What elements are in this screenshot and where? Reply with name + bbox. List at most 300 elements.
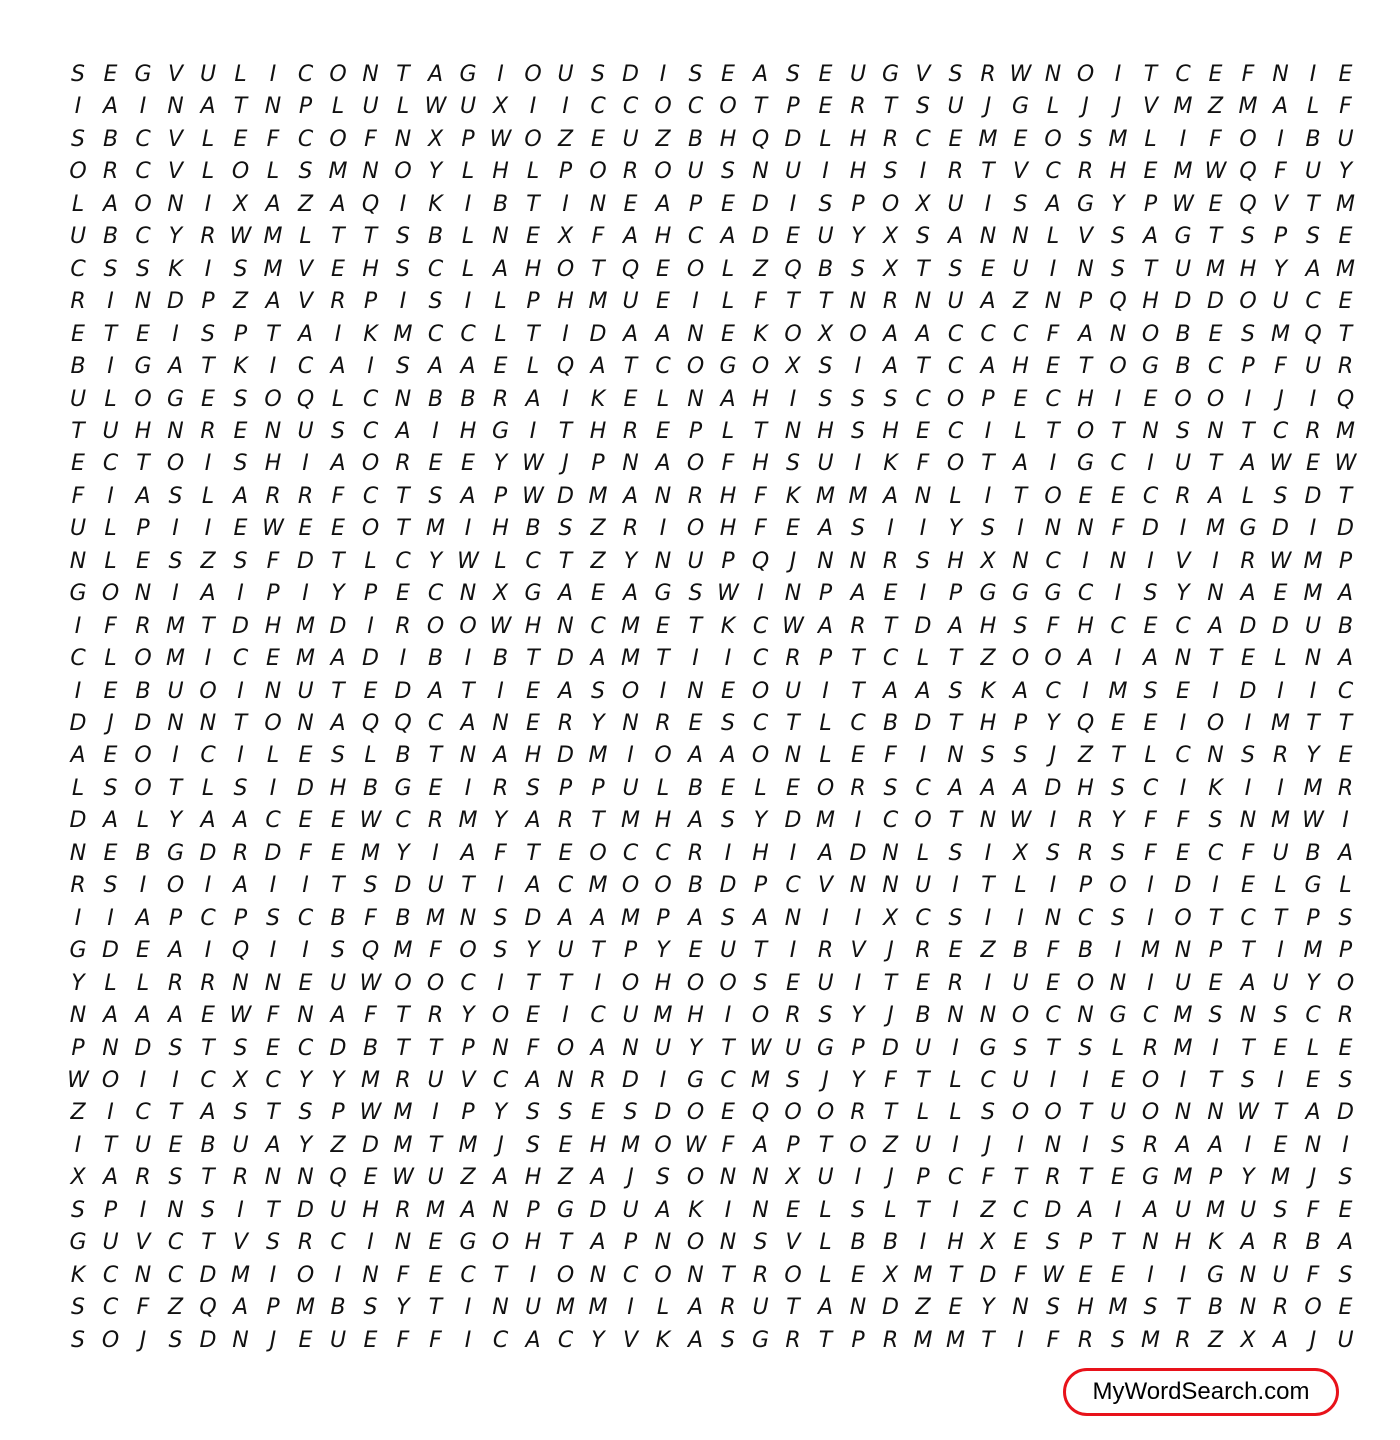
grid-letter[interactable]: L (721, 256, 735, 282)
grid-letter[interactable]: O (946, 386, 965, 412)
grid-letter[interactable]: T (851, 646, 865, 672)
grid-letter[interactable]: I (1212, 548, 1219, 574)
grid-letter[interactable]: F (1046, 938, 1060, 964)
grid-letter[interactable]: F (884, 743, 897, 769)
grid-letter[interactable]: I (1049, 873, 1057, 899)
grid-letter[interactable]: E (396, 581, 410, 607)
grid-letter[interactable]: D (557, 646, 574, 672)
grid-letter[interactable]: A (850, 581, 866, 607)
grid-letter[interactable]: I (1309, 386, 1317, 412)
grid-letter[interactable]: O (1076, 418, 1095, 444)
grid-letter[interactable]: T (883, 1100, 898, 1126)
grid-letter[interactable]: I (172, 743, 179, 769)
grid-letter[interactable]: I (1049, 451, 1057, 477)
grid-letter[interactable]: L (721, 289, 735, 315)
grid-letter[interactable]: C (915, 126, 931, 152)
grid-letter[interactable]: P (1078, 873, 1093, 899)
grid-letter[interactable]: O (654, 159, 672, 185)
grid-letter[interactable]: C (915, 775, 931, 801)
grid-letter[interactable]: A (1077, 1197, 1094, 1223)
grid-letter[interactable]: N (492, 711, 509, 736)
grid-letter[interactable]: A (1337, 1230, 1354, 1256)
grid-letter[interactable]: Z (460, 1165, 476, 1191)
grid-letter[interactable]: L (819, 1230, 832, 1256)
grid-letter[interactable]: S (591, 62, 605, 87)
grid-letter[interactable]: Q (199, 1295, 217, 1321)
grid-letter[interactable]: Z (557, 1165, 574, 1191)
grid-letter[interactable]: S (168, 1327, 183, 1353)
grid-letter[interactable]: E (1338, 289, 1353, 315)
grid-letter[interactable]: R (395, 613, 411, 639)
grid-letter[interactable]: D (914, 711, 932, 736)
grid-letter[interactable]: T (948, 646, 963, 672)
grid-letter[interactable]: C (785, 873, 801, 899)
grid-letter[interactable]: D (1207, 289, 1224, 315)
grid-letter[interactable]: C (882, 808, 899, 834)
grid-letter[interactable]: J (822, 1067, 829, 1093)
grid-letter[interactable]: J (1114, 94, 1122, 120)
grid-letter[interactable]: T (201, 1165, 215, 1191)
grid-letter[interactable]: T (1306, 191, 1320, 217)
grid-letter[interactable]: Z (297, 191, 314, 217)
grid-letter[interactable]: R (492, 775, 509, 801)
grid-letter[interactable]: M (848, 483, 868, 509)
grid-letter[interactable]: S (428, 483, 443, 509)
grid-letter[interactable]: X (232, 191, 249, 217)
grid-letter[interactable]: O (231, 159, 250, 185)
grid-letter[interactable]: T (331, 678, 345, 704)
grid-letter[interactable]: U (1109, 1100, 1127, 1126)
grid-letter[interactable]: M (361, 840, 380, 866)
grid-letter[interactable]: U (102, 1230, 119, 1256)
grid-letter[interactable]: G (654, 581, 672, 607)
grid-letter[interactable]: R (70, 873, 86, 899)
grid-letter[interactable]: Y (428, 159, 443, 185)
grid-letter[interactable]: D (199, 1327, 217, 1353)
grid-letter[interactable]: T (428, 1035, 443, 1061)
grid-letter[interactable]: R (1272, 1230, 1289, 1256)
grid-letter[interactable]: F (884, 1067, 897, 1093)
grid-letter[interactable]: L (1144, 126, 1157, 152)
grid-letter[interactable]: A (167, 1003, 184, 1029)
grid-letter[interactable]: R (882, 1327, 899, 1353)
grid-letter[interactable]: D (329, 1035, 347, 1061)
grid-letter[interactable]: C (395, 808, 411, 834)
grid-letter[interactable]: V (1012, 159, 1029, 185)
grid-letter[interactable]: A (200, 808, 216, 834)
grid-letter[interactable]: I (984, 483, 992, 509)
grid-letter[interactable]: P (461, 126, 475, 152)
grid-letter[interactable]: I (1179, 516, 1187, 542)
grid-letter[interactable]: E (851, 1262, 865, 1288)
grid-letter[interactable]: E (428, 1230, 443, 1256)
grid-letter[interactable]: Y (1273, 256, 1288, 282)
grid-letter[interactable]: D (1272, 613, 1289, 639)
grid-letter[interactable]: S (591, 678, 605, 704)
grid-letter[interactable]: T (916, 1197, 930, 1223)
grid-letter[interactable]: I (1082, 1132, 1089, 1158)
grid-letter[interactable]: P (786, 1132, 800, 1158)
grid-letter[interactable]: S (948, 840, 963, 866)
grid-letter[interactable]: N (394, 126, 412, 152)
grid-letter[interactable]: O (199, 678, 217, 704)
grid-letter[interactable]: P (1338, 548, 1353, 574)
grid-letter[interactable]: L (266, 159, 280, 185)
grid-letter[interactable]: E (136, 938, 150, 964)
grid-letter[interactable]: P (851, 191, 865, 217)
grid-letter[interactable]: O (1206, 711, 1225, 736)
grid-letter[interactable]: I (659, 1067, 667, 1093)
grid-letter[interactable]: I (139, 873, 147, 899)
grid-letter[interactable]: F (331, 483, 345, 509)
grid-letter[interactable]: T (656, 646, 670, 672)
grid-letter[interactable]: D (362, 646, 379, 672)
grid-letter[interactable]: P (1078, 289, 1093, 315)
grid-letter[interactable]: N (784, 905, 802, 931)
grid-letter[interactable]: U (784, 678, 802, 704)
grid-letter[interactable]: T (1078, 1100, 1093, 1126)
grid-letter[interactable]: O (1239, 126, 1257, 152)
grid-letter[interactable]: N (687, 386, 704, 412)
grid-letter[interactable]: T (396, 516, 410, 542)
grid-letter[interactable]: T (786, 289, 800, 315)
grid-letter[interactable]: S (981, 1100, 995, 1126)
grid-letter[interactable]: N (1207, 418, 1224, 444)
grid-letter[interactable]: A (655, 191, 671, 217)
grid-letter[interactable]: B (850, 1230, 866, 1256)
grid-letter[interactable]: L (104, 970, 117, 996)
grid-letter[interactable]: I (432, 1100, 439, 1126)
grid-letter[interactable]: U (459, 94, 477, 120)
grid-letter[interactable]: T (591, 256, 605, 282)
grid-letter[interactable]: E (1338, 1197, 1353, 1223)
grid-letter[interactable]: N (1044, 905, 1062, 931)
grid-letter[interactable]: T (396, 1035, 410, 1061)
grid-letter[interactable]: D (297, 548, 314, 574)
grid-letter[interactable]: N (1044, 1132, 1062, 1158)
grid-letter[interactable]: S (916, 94, 930, 120)
grid-letter[interactable]: B (492, 191, 509, 217)
grid-letter[interactable]: C (947, 354, 964, 380)
grid-letter[interactable]: A (947, 613, 964, 639)
grid-letter[interactable]: C (135, 159, 151, 185)
grid-letter[interactable]: I (302, 581, 309, 607)
grid-letter[interactable]: L (1306, 1035, 1320, 1061)
grid-letter[interactable]: S (298, 1100, 313, 1126)
grid-letter[interactable]: O (329, 62, 347, 87)
grid-letter[interactable]: T (233, 94, 248, 120)
grid-letter[interactable]: H (362, 1197, 379, 1223)
grid-letter[interactable]: F (526, 1035, 540, 1061)
grid-letter[interactable]: W (717, 581, 739, 607)
grid-letter[interactable]: N (1012, 548, 1029, 574)
grid-letter[interactable]: R (330, 289, 346, 315)
grid-letter[interactable]: L (819, 1197, 832, 1223)
grid-letter[interactable]: D (849, 840, 867, 866)
grid-letter[interactable]: S (786, 1067, 800, 1093)
grid-letter[interactable]: T (948, 711, 963, 736)
grid-letter[interactable]: K (1208, 775, 1223, 801)
grid-letter[interactable]: E (1143, 159, 1158, 185)
grid-letter[interactable]: W (522, 451, 544, 477)
grid-letter[interactable]: I (1114, 938, 1122, 964)
grid-letter[interactable]: I (1114, 581, 1122, 607)
grid-letter[interactable]: S (331, 743, 345, 769)
grid-letter[interactable]: O (1174, 386, 1192, 412)
grid-letter[interactable]: T (753, 94, 768, 120)
grid-letter[interactable]: U (914, 873, 932, 899)
grid-letter[interactable]: S (1013, 1035, 1028, 1061)
grid-letter[interactable]: O (654, 1262, 672, 1288)
grid-letter[interactable]: M (1303, 938, 1323, 964)
grid-letter[interactable]: N (69, 1003, 87, 1029)
grid-letter[interactable]: T (981, 1327, 995, 1353)
grid-letter[interactable]: C (947, 418, 964, 444)
grid-letter[interactable]: C (947, 321, 964, 347)
grid-letter[interactable]: N (394, 386, 412, 412)
grid-letter[interactable]: A (590, 1035, 606, 1061)
grid-letter[interactable]: R (557, 711, 574, 736)
grid-letter[interactable]: I (822, 159, 829, 185)
grid-letter[interactable]: R (1077, 808, 1094, 834)
grid-letter[interactable]: S (1338, 1067, 1353, 1093)
grid-letter[interactable]: J (107, 711, 114, 736)
grid-letter[interactable]: A (1240, 1230, 1256, 1256)
grid-letter[interactable]: G (816, 1035, 835, 1061)
grid-letter[interactable]: P (298, 94, 313, 120)
grid-letter[interactable]: Y (526, 938, 540, 964)
grid-letter[interactable]: C (622, 840, 639, 866)
grid-letter[interactable]: F (1241, 840, 1255, 866)
grid-letter[interactable]: I (562, 1003, 569, 1029)
grid-letter[interactable]: U (622, 1003, 639, 1029)
grid-letter[interactable]: I (529, 94, 537, 120)
grid-letter[interactable]: J (269, 1327, 277, 1353)
grid-letter[interactable]: I (367, 1230, 374, 1256)
grid-letter[interactable]: H (1174, 1230, 1192, 1256)
grid-letter[interactable]: T (396, 483, 410, 509)
grid-letter[interactable]: N (979, 224, 997, 250)
grid-letter[interactable]: P (818, 581, 833, 607)
grid-letter[interactable]: E (1241, 873, 1255, 899)
grid-letter[interactable]: C (557, 873, 574, 899)
grid-letter[interactable]: I (1147, 873, 1154, 899)
grid-letter[interactable]: K (720, 613, 736, 639)
grid-letter[interactable]: P (71, 1035, 85, 1061)
grid-letter[interactable]: I (854, 970, 862, 996)
grid-letter[interactable]: I (399, 646, 407, 672)
grid-letter[interactable]: H (1012, 354, 1029, 380)
grid-letter[interactable]: E (1208, 191, 1223, 217)
grid-letter[interactable]: S (948, 905, 963, 931)
grid-letter[interactable]: P (818, 646, 833, 672)
grid-letter[interactable]: A (655, 451, 671, 477)
grid-letter[interactable]: Y (1241, 1165, 1255, 1191)
grid-letter[interactable]: G (69, 938, 87, 964)
grid-letter[interactable]: E (948, 1295, 963, 1321)
grid-letter[interactable]: S (71, 126, 85, 152)
grid-letter[interactable]: M (296, 1295, 315, 1321)
grid-letter[interactable]: I (627, 1295, 634, 1321)
grid-letter[interactable]: E (981, 256, 995, 282)
grid-letter[interactable]: M (621, 808, 640, 834)
grid-letter[interactable]: Q (751, 548, 770, 574)
grid-letter[interactable]: B (1305, 840, 1321, 866)
grid-letter[interactable]: I (269, 873, 277, 899)
grid-letter[interactable]: S (428, 289, 443, 315)
grid-letter[interactable]: M (556, 1295, 575, 1321)
grid-letter[interactable]: C (1175, 62, 1191, 87)
grid-letter[interactable]: I (919, 516, 927, 542)
grid-letter[interactable]: T (1078, 354, 1093, 380)
grid-letter[interactable]: D (394, 873, 412, 899)
grid-letter[interactable]: P (916, 1165, 930, 1191)
grid-letter[interactable]: S (233, 386, 248, 412)
grid-letter[interactable]: E (461, 451, 475, 477)
grid-letter[interactable]: I (204, 516, 212, 542)
grid-letter[interactable]: G (979, 581, 997, 607)
grid-letter[interactable]: I (1082, 678, 1089, 704)
grid-letter[interactable]: O (1011, 1003, 1030, 1029)
grid-letter[interactable]: I (724, 646, 732, 672)
grid-letter[interactable]: A (135, 483, 151, 509)
grid-letter[interactable]: I (107, 354, 114, 380)
grid-letter[interactable]: A (1077, 321, 1094, 347)
grid-letter[interactable]: X (785, 1165, 801, 1191)
grid-letter[interactable]: G (524, 581, 542, 607)
grid-letter[interactable]: R (1337, 1003, 1354, 1029)
grid-letter[interactable]: A (947, 224, 964, 250)
grid-letter[interactable]: S (1306, 224, 1320, 250)
grid-letter[interactable]: U (947, 191, 964, 217)
grid-letter[interactable]: X (785, 354, 801, 380)
grid-letter[interactable]: D (719, 873, 737, 899)
grid-letter[interactable]: T (721, 1262, 735, 1288)
grid-letter[interactable]: P (688, 418, 703, 444)
grid-letter[interactable]: Q (394, 711, 412, 736)
grid-letter[interactable]: D (914, 613, 932, 639)
grid-letter[interactable]: G (881, 62, 900, 87)
grid-letter[interactable]: S (1111, 256, 1125, 282)
grid-letter[interactable]: A (687, 1295, 704, 1321)
grid-letter[interactable]: J (984, 1132, 992, 1158)
grid-letter[interactable]: A (525, 873, 541, 899)
grid-letter[interactable]: H (492, 159, 509, 185)
grid-letter[interactable]: A (1337, 581, 1354, 607)
grid-letter[interactable]: W (489, 126, 512, 152)
grid-letter[interactable]: L (949, 483, 962, 509)
grid-letter[interactable]: S (916, 224, 930, 250)
grid-letter[interactable]: I (1212, 678, 1219, 704)
grid-letter[interactable]: N (947, 1003, 964, 1029)
grid-letter[interactable]: I (952, 1197, 959, 1223)
grid-letter[interactable]: N (784, 418, 802, 444)
grid-letter[interactable]: O (1076, 62, 1095, 87)
grid-letter[interactable]: F (754, 289, 767, 315)
grid-letter[interactable]: N (557, 613, 574, 639)
grid-letter[interactable]: M (978, 126, 998, 152)
grid-letter[interactable]: W (1042, 1262, 1064, 1288)
grid-letter[interactable]: F (1209, 126, 1222, 152)
grid-letter[interactable]: T (1046, 1035, 1060, 1061)
grid-letter[interactable]: I (1049, 256, 1057, 282)
grid-letter[interactable]: O (1141, 1100, 1160, 1126)
grid-letter[interactable]: I (464, 516, 472, 542)
grid-letter[interactable]: U (1304, 354, 1322, 380)
grid-letter[interactable]: P (623, 1230, 638, 1256)
grid-letter[interactable]: S (1338, 905, 1353, 931)
grid-letter[interactable]: T (136, 451, 150, 477)
grid-letter[interactable]: U (1174, 451, 1192, 477)
grid-letter[interactable]: H (1077, 775, 1094, 801)
grid-letter[interactable]: I (464, 1327, 472, 1353)
grid-letter[interactable]: P (1208, 1165, 1223, 1191)
grid-letter[interactable]: A (622, 581, 639, 607)
grid-letter[interactable]: I (789, 191, 797, 217)
grid-letter[interactable]: U (329, 970, 347, 996)
grid-letter[interactable]: A (297, 321, 314, 347)
grid-letter[interactable]: I (497, 873, 504, 899)
grid-letter[interactable]: S (493, 905, 508, 931)
grid-letter[interactable]: S (1241, 321, 1255, 347)
grid-letter[interactable]: O (1044, 1100, 1062, 1126)
grid-letter[interactable]: R (427, 808, 444, 834)
grid-letter[interactable]: O (751, 678, 770, 704)
grid-letter[interactable]: U (947, 289, 964, 315)
grid-letter[interactable]: O (849, 1132, 867, 1158)
grid-letter[interactable]: P (1241, 354, 1255, 380)
grid-letter[interactable]: U (69, 516, 87, 542)
grid-letter[interactable]: A (330, 1003, 346, 1029)
grid-letter[interactable]: E (591, 581, 605, 607)
grid-letter[interactable]: E (688, 938, 703, 964)
grid-letter[interactable]: N (1174, 938, 1192, 964)
grid-letter[interactable]: R (232, 840, 249, 866)
grid-letter[interactable]: H (524, 256, 542, 282)
grid-letter[interactable]: R (590, 1067, 606, 1093)
grid-letter[interactable]: L (819, 1262, 832, 1288)
grid-letter[interactable]: U (622, 289, 639, 315)
grid-letter[interactable]: E (331, 516, 345, 542)
grid-letter[interactable]: W (229, 1003, 252, 1029)
grid-letter[interactable]: T (981, 451, 995, 477)
grid-letter[interactable]: X (232, 1067, 249, 1093)
grid-letter[interactable]: E (201, 1003, 215, 1029)
grid-letter[interactable]: L (916, 646, 930, 672)
grid-letter[interactable]: I (1049, 1067, 1057, 1093)
grid-letter[interactable]: T (1111, 743, 1125, 769)
grid-letter[interactable]: N (882, 840, 899, 866)
grid-letter[interactable]: S (981, 743, 995, 769)
grid-letter[interactable]: B (362, 1035, 379, 1061)
grid-letter[interactable]: G (1141, 354, 1160, 380)
grid-letter[interactable]: E (1046, 354, 1060, 380)
grid-letter[interactable]: O (361, 451, 380, 477)
grid-letter[interactable]: S (266, 1230, 280, 1256)
grid-letter[interactable]: F (1339, 94, 1352, 120)
grid-letter[interactable]: R (1337, 354, 1354, 380)
grid-letter[interactable]: M (1108, 126, 1128, 152)
grid-letter[interactable]: B (395, 743, 411, 769)
grid-letter[interactable]: N (654, 483, 672, 509)
grid-letter[interactable]: H (264, 451, 282, 477)
grid-letter[interactable]: P (1306, 905, 1320, 931)
grid-letter[interactable]: G (1141, 1165, 1160, 1191)
grid-letter[interactable]: E (1176, 678, 1190, 704)
grid-letter[interactable]: I (237, 1197, 244, 1223)
grid-letter[interactable]: C (297, 126, 314, 152)
grid-letter[interactable]: W (67, 1067, 89, 1093)
